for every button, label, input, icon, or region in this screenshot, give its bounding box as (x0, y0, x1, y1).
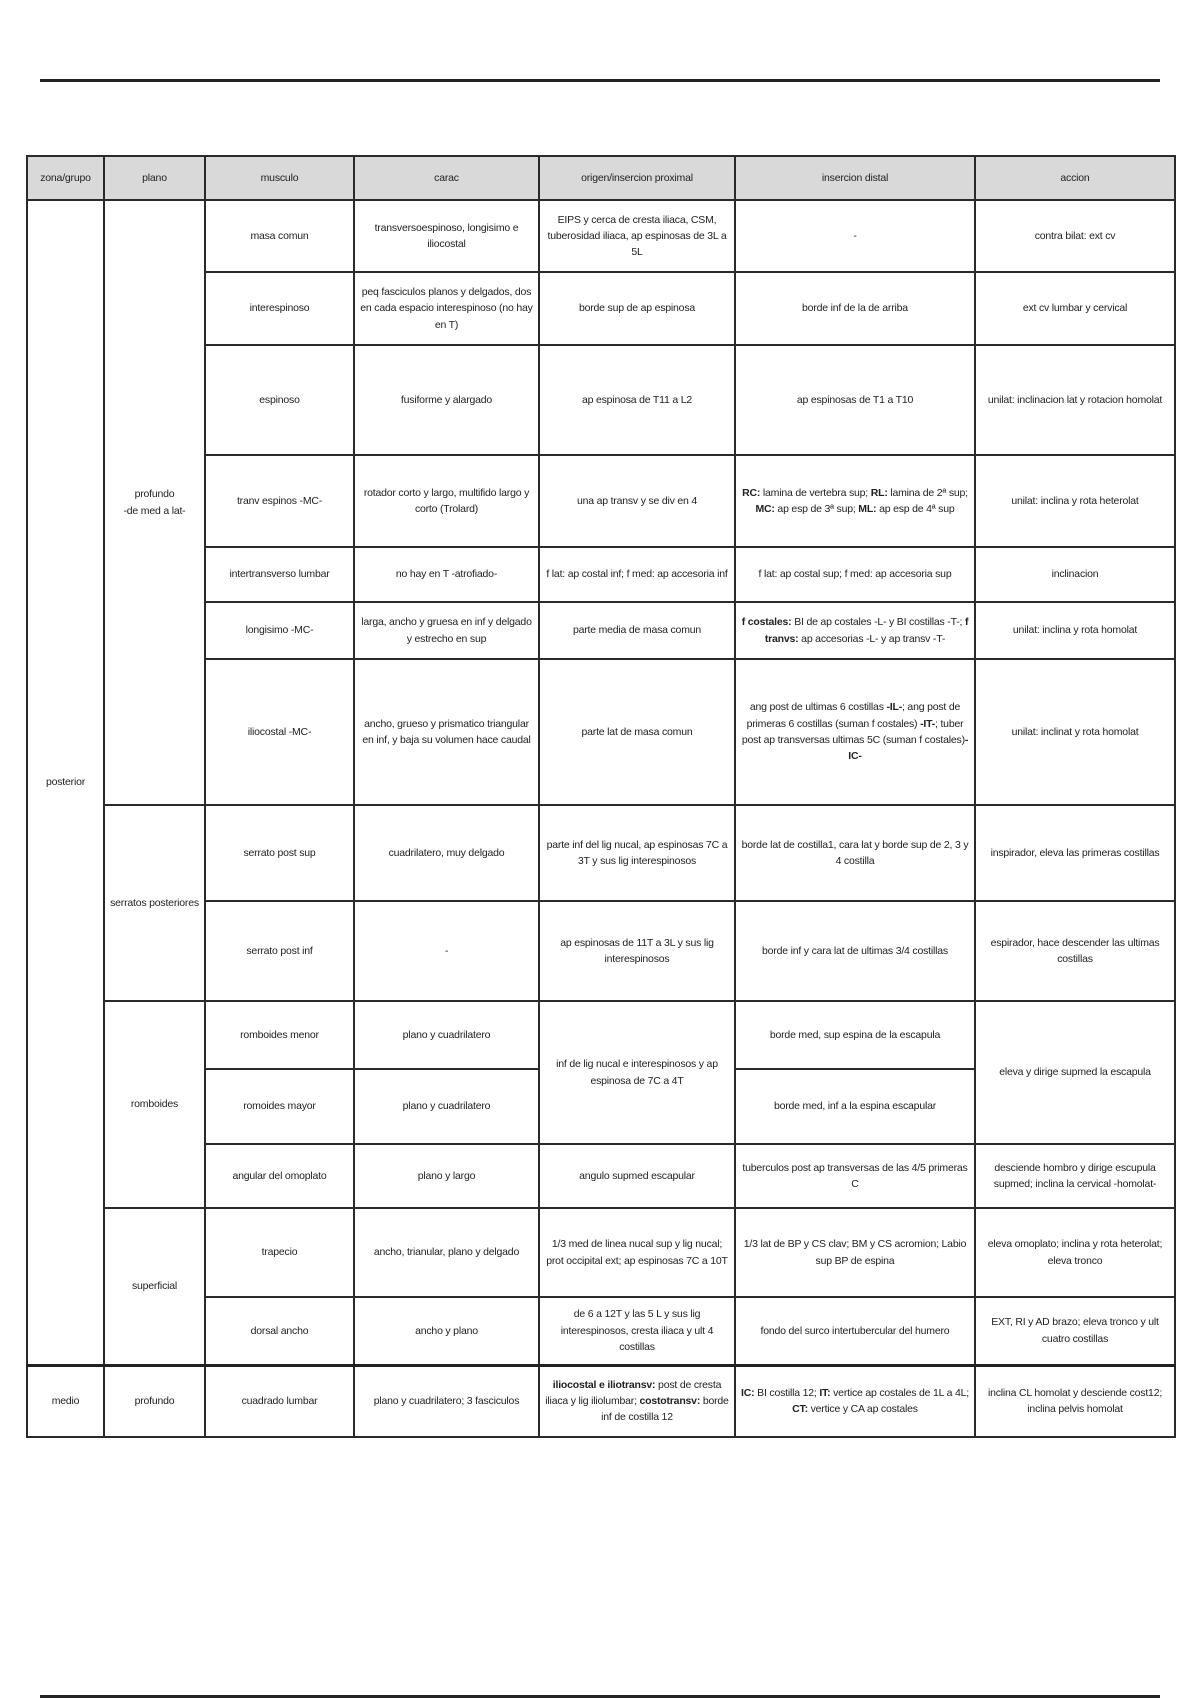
plano-medio-profundo: profundo (104, 1365, 205, 1437)
footer-rule (40, 1695, 1160, 1698)
table-header-row (27, 156, 1175, 200)
cell-origen: f lat: ap costal inf; f med: ap accesoria inf (539, 547, 735, 602)
iliocostal-iliotransv-text: post de cresta iliaca y lig iliolumbar; (545, 1378, 722, 1408)
cell-musculo: cuadrado lumbar (205, 1365, 354, 1437)
muscle-table (26, 155, 1176, 1438)
cell-musculo: intertransverso lumbar (205, 547, 354, 602)
iliocostal-distal-part2: ; ang post de primeras 6 costillas (suman f costales) (746, 701, 961, 730)
il-label: -IL- (886, 701, 902, 714)
ml-text: ap esp de 4ª sup (876, 503, 955, 515)
iliocostal-distal-part3: ; tuber post ap transversas ultimas 5C (suman f costales) (741, 717, 965, 746)
cell-accion: eleva y dirige supmed la escapula (975, 1001, 1175, 1144)
rl-text: lamina de 2ª sup; (887, 486, 968, 499)
costales-text: BI de ap costales -L- y BI costillas -T-; (791, 616, 965, 629)
cell-distal (735, 455, 975, 547)
cell-accion: unilat: inclinat y rota homolat (975, 659, 1175, 805)
cell-carac: plano y cuadrilatero (354, 1069, 539, 1144)
zone-medio: medio (27, 1365, 104, 1437)
iliocostal-distal-part1: ang post de ultimas 6 costillas (749, 701, 887, 714)
plano-profundo-sub: -de med a lat- (123, 504, 186, 517)
costales-label: f costales: (741, 616, 792, 629)
cell-accion: contra bilat: ext cv (975, 200, 1175, 272)
tranvs-text: ap accesorias -L- y ap transv -T- (798, 632, 946, 645)
cell-musculo: interespinoso (205, 272, 354, 345)
cell-carac: cuadrilatero, muy delgado (354, 805, 539, 901)
cell-distal: borde inf y cara lat de ultimas 3/4 costillas (735, 901, 975, 1001)
plano-profundo (104, 200, 205, 805)
table-row (27, 200, 1175, 272)
cell-musculo: iliocostal -MC- (205, 659, 354, 805)
cell-origen: una ap transv y se div en 4 (539, 455, 735, 547)
cell-musculo: trapecio (205, 1208, 354, 1297)
cell-carac: no hay en T -atrofiado- (354, 547, 539, 602)
cell-distal: f lat: ap costal sup; f med: ap accesoria sup (735, 547, 975, 602)
cell-musculo: dorsal ancho (205, 1297, 354, 1365)
cell-origen (539, 1365, 735, 1437)
ct-text: vertice y CA ap costales (807, 1403, 918, 1416)
cell-accion: ext cv lumbar y cervical (975, 272, 1175, 345)
costotransv-label: costotransv: (639, 1395, 701, 1408)
cell-accion: inspirador, eleva las primeras costillas (975, 805, 1175, 901)
cell-accion: unilat: inclina y rota homolat (975, 602, 1175, 659)
cell-origen: de 6 a 12T y las 5 L y sus lig interespinosos, cresta iliaca y ult 4 costillas (539, 1297, 735, 1365)
header-accion: accion (975, 156, 1175, 200)
cell-origen: ap espinosa de T11 a L2 (539, 345, 735, 455)
cell-carac: larga, ancho y gruesa en inf y delgado y estrecho en sup (354, 602, 539, 659)
cell-carac: ancho, grueso y prismatico triangular en inf, y baja su volumen hace caudal (354, 659, 539, 805)
rc-label: RC: (742, 486, 761, 499)
costotransv-text: borde inf de costilla 12 (601, 1395, 729, 1424)
header-musculo: musculo (205, 156, 354, 200)
cell-distal: - (735, 200, 975, 272)
cell-distal: ap espinosas de T1 a T10 (735, 345, 975, 455)
cell-accion: unilat: inclinacion lat y rotacion homolat (975, 345, 1175, 455)
ml-label: ML: (858, 503, 877, 515)
header-zona: zona/grupo (27, 156, 104, 200)
tranvs-label: f tranvs: (764, 616, 969, 645)
cell-musculo: masa comun (205, 200, 354, 272)
cell-carac: - (354, 901, 539, 1001)
header-plano: plano (104, 156, 205, 200)
cell-distal: tuberculos post ap transversas de las 4/5 primeras C (735, 1144, 975, 1208)
cell-distal: 1/3 lat de BP y CS clav; BM y CS acromion; Labio sup BP de espina (735, 1208, 975, 1297)
cell-accion: EXT, RI y AD brazo; eleva tronco y ult cuatro costillas (975, 1297, 1175, 1365)
plano-serratos: serratos posteriores (104, 805, 205, 1001)
cell-accion: espirador, hace descender las ultimas costillas (975, 901, 1175, 1001)
mc-label: MC: (755, 503, 775, 515)
table-row (27, 1365, 1175, 1437)
cell-origen: EIPS y cerca de cresta iliaca, CSM, tuberosidad iliaca, ap espinosas de 3L a 5L (539, 200, 735, 272)
cell-origen: parte lat de masa comun (539, 659, 735, 805)
it-label: IT: (819, 1386, 831, 1399)
rc-text: lamina de vertebra sup; (760, 486, 871, 499)
ic-label: IC: (741, 1386, 755, 1399)
zone-posterior: posterior (27, 200, 104, 1365)
cell-carac: ancho, trianular, plano y delgado (354, 1208, 539, 1297)
cell-carac: fusiforme y alargado (354, 345, 539, 455)
mc-text: ap esp de 3ª sup; (774, 503, 859, 515)
cell-distal: fondo del surco intertubercular del humero (735, 1297, 975, 1365)
cell-accion: inclinacion (975, 547, 1175, 602)
cell-accion: desciende hombro y dirige escupula supmed; inclina la cervical -homolat- (975, 1144, 1175, 1208)
cell-distal: borde lat de costilla1, cara lat y borde sup de 2, 3 y 4 costilla (735, 805, 975, 901)
header-origen: origen/insercion proximal (539, 156, 735, 200)
ic-text: BI costilla 12; (754, 1386, 820, 1399)
cell-distal (735, 1365, 975, 1437)
plano-superficial: superficial (104, 1208, 205, 1365)
cell-distal: borde med, sup espina de la escapula (735, 1001, 975, 1069)
header-rule (40, 79, 1160, 82)
table-row (27, 1208, 1175, 1297)
cell-musculo: romboides menor (205, 1001, 354, 1069)
cell-distal: borde med, inf a la espina escapular (735, 1069, 975, 1144)
cell-accion: inclina CL homolat y desciende cost12; inclina pelvis homolat (975, 1365, 1175, 1437)
cell-origen: parte inf del lig nucal, ap espinosas 7C a 3T y sus lig interespinosos (539, 805, 735, 901)
cell-accion: unilat: inclina y rota heterolat (975, 455, 1175, 547)
plano-profundo-label: profundo (134, 488, 175, 501)
cell-origen: angulo supmed escapular (539, 1144, 735, 1208)
cell-carac: rotador corto y largo, multifido largo y corto (Trolard) (354, 455, 539, 547)
cell-distal (735, 659, 975, 805)
cell-origen: parte media de masa comun (539, 602, 735, 659)
it-label: -IT- (920, 717, 936, 730)
cell-distal: borde inf de la de arriba (735, 272, 975, 345)
cell-musculo: espinoso (205, 345, 354, 455)
cell-musculo: angular del omoplato (205, 1144, 354, 1208)
cell-origen: inf de lig nucal e interespinosos y ap espinosa de 7C a 4T (539, 1001, 735, 1144)
cell-carac: peq fasciculos planos y delgados, dos en cada espacio interespinoso (no hay en T) (354, 272, 539, 345)
cell-carac: transversoespinoso, longisimo e iliocostal (354, 200, 539, 272)
rl-label: RL: (870, 486, 888, 499)
cell-origen: borde sup de ap espinosa (539, 272, 735, 345)
cell-musculo: serrato post inf (205, 901, 354, 1001)
table-row (27, 1001, 1175, 1069)
cell-origen: ap espinosas de 11T a 3L y sus lig interespinosos (539, 901, 735, 1001)
cell-accion: eleva omoplato; inclina y rota heterolat; eleva tronco (975, 1208, 1175, 1297)
plano-romboides: romboides (104, 1001, 205, 1208)
cell-carac: plano y cuadrilatero; 3 fasciculos (354, 1365, 539, 1437)
table-row (27, 805, 1175, 901)
cell-origen: 1/3 med de linea nucal sup y lig nucal; prot occipital ext; ap espinosas 7C a 10T (539, 1208, 735, 1297)
cell-carac: ancho y plano (354, 1297, 539, 1365)
cell-carac: plano y cuadrilatero (354, 1001, 539, 1069)
header-insercion-distal: insercion distal (735, 156, 975, 200)
header-carac: carac (354, 156, 539, 200)
cell-carac: plano y largo (354, 1144, 539, 1208)
cell-musculo: tranv espinos -MC- (205, 455, 354, 547)
ic-label: -IC- (848, 734, 969, 763)
iliocostal-iliotransv-label: iliocostal e iliotransv: (552, 1378, 656, 1391)
it-text: vertice ap costales de 1L a 4L; (830, 1386, 969, 1399)
ct-label: CT: (792, 1403, 808, 1416)
cell-musculo: serrato post sup (205, 805, 354, 901)
cell-distal (735, 602, 975, 659)
cell-musculo: longisimo -MC- (205, 602, 354, 659)
cell-musculo: romoides mayor (205, 1069, 354, 1144)
